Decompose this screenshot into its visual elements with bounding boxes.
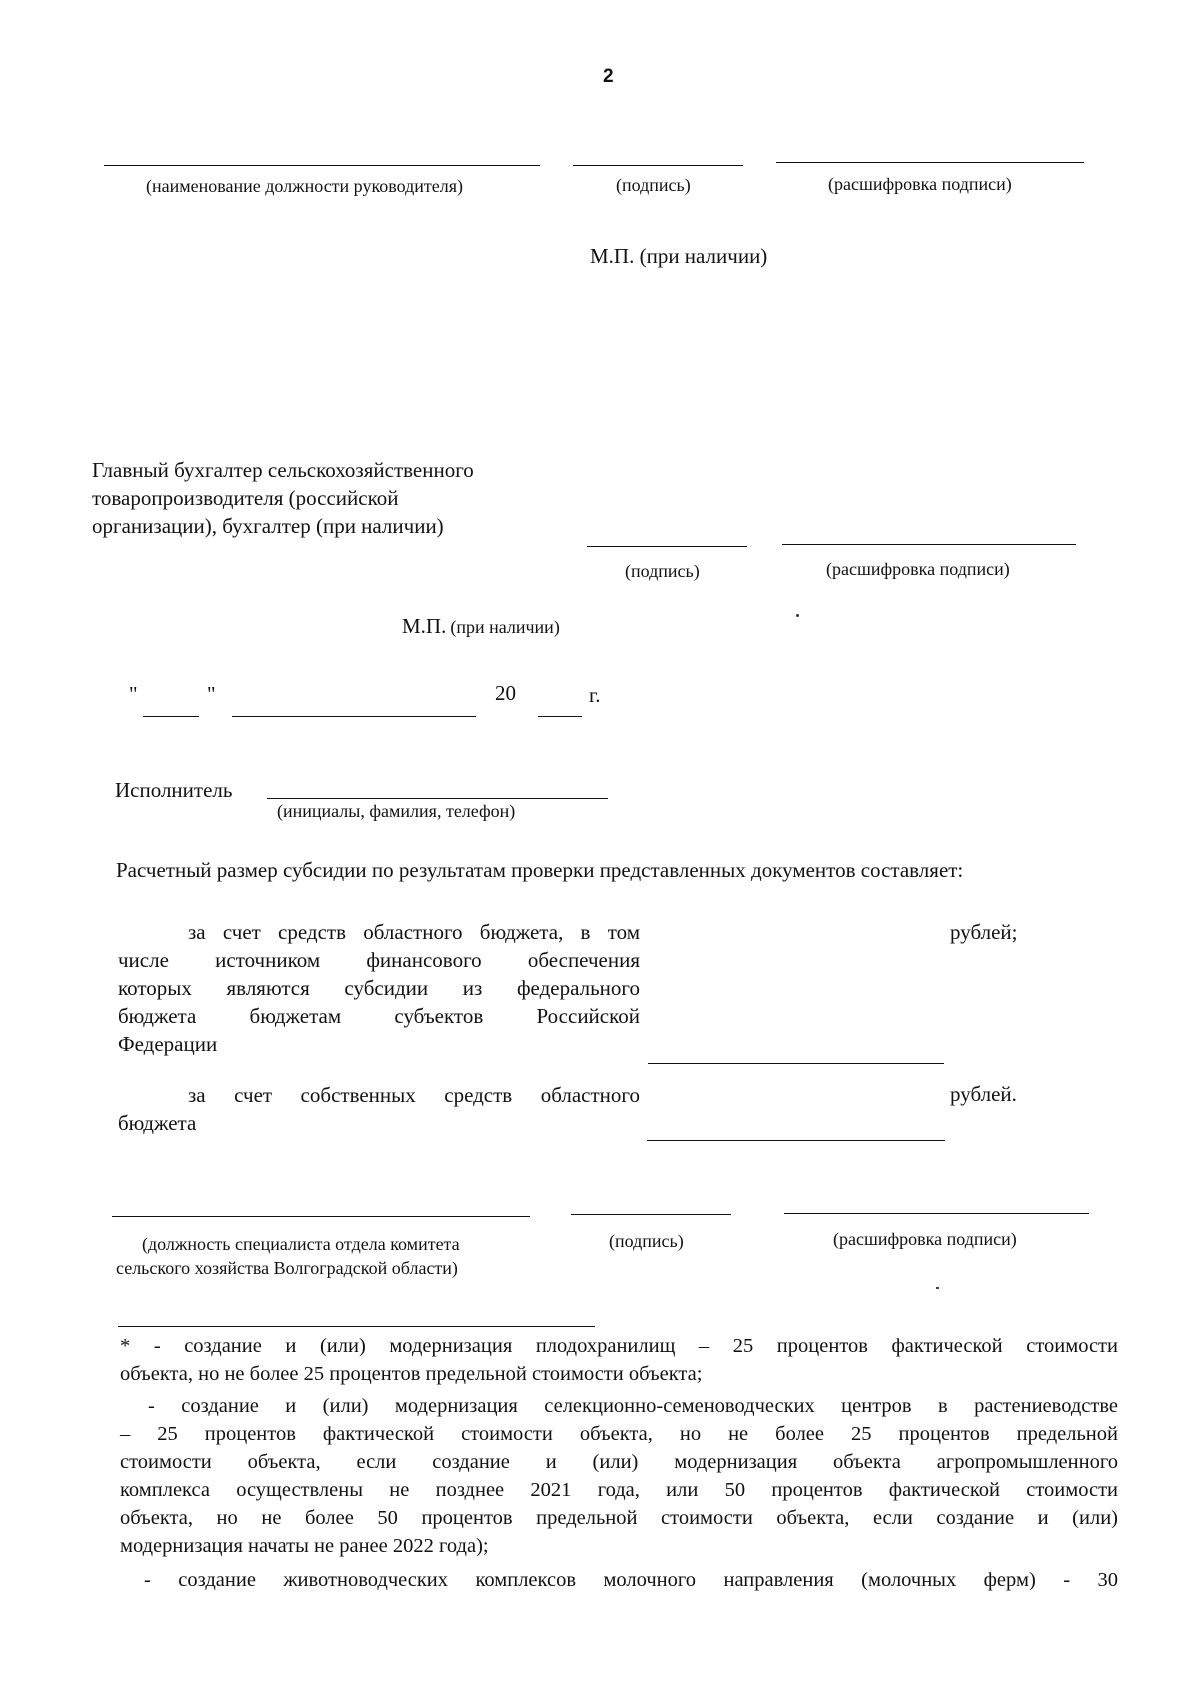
own-budget-paragraph [118, 1081, 640, 1137]
date-day-line [143, 716, 199, 717]
executor-line [267, 798, 608, 799]
accountant-signature-caption: (подпись) [625, 561, 700, 581]
specialist-decoding-caption: (расшифровка подписи) [833, 1229, 1017, 1249]
accountant-title [92, 456, 592, 540]
subsidy-heading: Расчетный размер субсидии по результатам проверки представленных документов составляет: [116, 858, 964, 882]
footnote [120, 1332, 1118, 1594]
footnote-line: комплекса осуществлены не позднее 2021 года, или 50 процентов фактической стоимости [120, 1479, 1118, 1501]
footnote-line: – 25 процентов фактической стоимости объекта, но не более 25 процентов предельной [120, 1423, 1118, 1445]
specialist-caption-line: (должность специалиста отдела комитета [142, 1234, 460, 1254]
page-number: 2 [603, 66, 614, 87]
signature-line [573, 165, 743, 166]
specialist-signature-caption: (подпись) [609, 1231, 684, 1251]
footnote-separator [118, 1326, 595, 1327]
position-caption: (наименование должности руководителя) [146, 176, 464, 196]
regional-line: за счет средств областного бюджета, в том [188, 920, 640, 944]
own-line: за счет собственных средств областного [188, 1083, 640, 1107]
stamp-label: М.П. [402, 614, 447, 638]
date-quote-close: " [207, 682, 216, 706]
footnote-line: - создание животноводческих комплексов молочного направления (молочных ферм) - 30 [144, 1569, 1118, 1591]
regional-line: Федерации [118, 1032, 218, 1056]
date-year-suffix: г. [589, 683, 601, 707]
accountant-title-line: товаропроизводителя (российской [92, 486, 399, 510]
footnote-line: объекта, но не более 50 процентов предельной стоимости объекта, если создание и (или) [120, 1507, 1118, 1529]
regional-budget-paragraph [118, 918, 640, 1058]
date-year-prefix: 20 [495, 681, 516, 705]
footnote-line: стоимости объекта, если создание и (или) модернизация объекта агропромышленного [120, 1451, 1118, 1473]
decoding-line [776, 162, 1084, 163]
footnote-line: объекта, но не более 25 процентов предельной стоимости объекта; [120, 1363, 703, 1385]
footnote-line: * - создание и (или) модернизация плодохранилищ – 25 процентов фактической стоимости [120, 1335, 1118, 1357]
accountant-title-line: организации), бухгалтер (при наличии) [92, 514, 444, 538]
regional-unit: рублей; [950, 920, 1018, 944]
regional-amount-line [648, 1063, 944, 1064]
stamp-condition: (при наличии) [450, 617, 560, 637]
own-unit: рублей. [950, 1082, 1017, 1106]
regional-line: бюджета бюджетам субъектов Российской [118, 1004, 640, 1028]
regional-line: которых являются субсидии из федерального [118, 976, 640, 1000]
date-quote-open: " [129, 682, 138, 706]
specialist-signature-line [571, 1214, 731, 1215]
executor-caption: (инициалы, фамилия, телефон) [277, 801, 516, 821]
speck [796, 614, 799, 617]
accountant-decoding-line [782, 544, 1076, 545]
stamp-note: М.П. (при наличии) [590, 244, 768, 268]
accountant-signature-line [587, 546, 747, 547]
accountant-stamp-note [402, 612, 560, 640]
position-line [104, 165, 540, 166]
regional-line: числе источником финансового обеспечения [118, 948, 640, 972]
footnote-line: модернизация начаты не ранее 2022 года); [120, 1535, 489, 1557]
own-amount-line [647, 1140, 945, 1141]
own-line: бюджета [118, 1111, 197, 1135]
date-month-line [232, 716, 476, 717]
accountant-decoding-caption: (расшифровка подписи) [826, 559, 1010, 579]
date-year-line [538, 716, 582, 717]
specialist-decoding-line [784, 1213, 1089, 1214]
footnote-line: - создание и (или) модернизация селекционно-семеноводческих центров в растениеводстве [148, 1395, 1118, 1417]
executor-label: Исполнитель [115, 778, 233, 802]
specialist-position-caption [116, 1232, 536, 1280]
accountant-title-line: Главный бухгалтер сельскохозяйственного [92, 458, 474, 482]
decoding-caption: (расшифровка подписи) [828, 174, 1012, 194]
speck [936, 1287, 939, 1289]
signature-caption: (подпись) [616, 175, 691, 195]
specialist-caption-line: сельского хозяйства Волгоградской области) [116, 1258, 458, 1278]
specialist-position-line [112, 1216, 530, 1217]
